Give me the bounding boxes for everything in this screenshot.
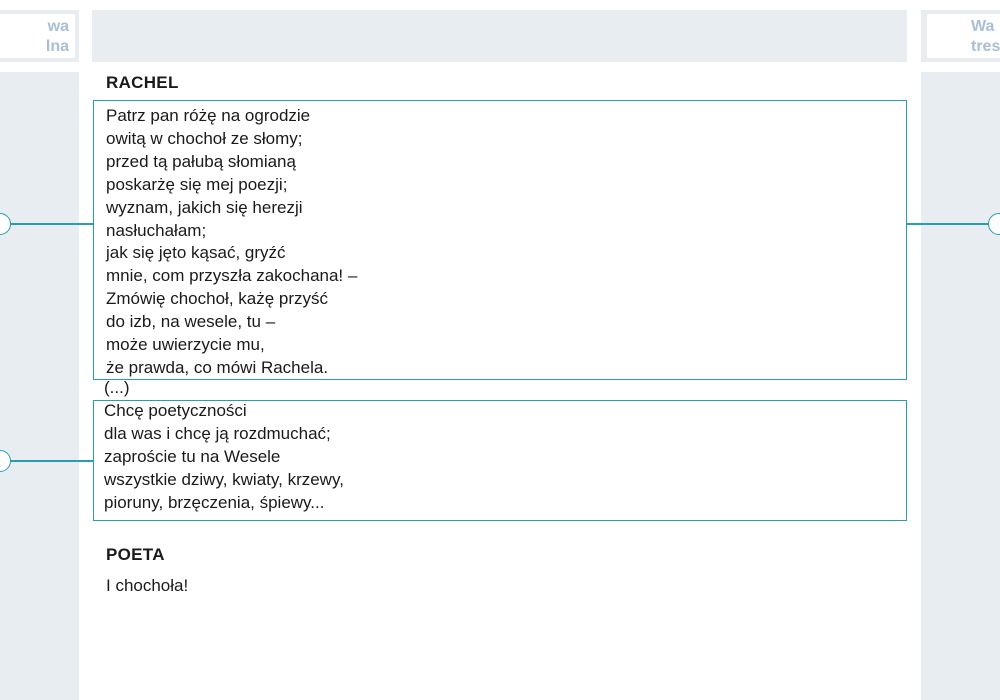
verse-line: pioruny, brzęczenia, śpiewy...: [104, 492, 325, 512]
verse-line: zaproście tu na Wesele: [104, 446, 281, 466]
omission-marker: (...): [104, 378, 130, 397]
left-column-header: [0, 10, 79, 62]
verse-line: mnie, com przyszła zakochana! –: [106, 266, 358, 286]
verse-line: dla was i chcę ją rozdmuchać;: [104, 423, 331, 443]
verse-line: Chcę poetyczności: [104, 401, 247, 420]
verse-line: Zmówię chochoł, każę przyść: [106, 289, 329, 309]
verse-lines-block-1: [106, 105, 357, 380]
verse-lines-block-2: [104, 400, 344, 515]
speaker-name-rachel: RACHEL: [106, 73, 179, 92]
right-column-header: [921, 10, 1000, 62]
verse-line: owitą w chochoł ze słomy;: [106, 128, 303, 148]
center-header-bar: [92, 10, 907, 62]
right-header-card[interactable]: [927, 14, 1000, 58]
verse-line: przed tą pałubą słomianą: [106, 151, 296, 171]
left-annotation-column: [0, 72, 79, 700]
verse-line: wyznam, jakich się herezji: [106, 197, 303, 217]
poeta-line: I chochoła!: [106, 576, 189, 595]
verse-line: może uwierzycie mu,: [106, 335, 265, 355]
verse-line: że prawda, co mówi Rachela.: [106, 357, 329, 377]
verse-line: do izb, na wesele, tu –: [106, 312, 276, 332]
verse-line: poskarżę się mej poezji;: [106, 174, 288, 194]
verse-line: jak się jęto kąsać, gryźć: [106, 243, 286, 263]
verse-line: nasłuchałam;: [106, 220, 207, 240]
right-connector-line-1: [907, 223, 1000, 225]
left-connector-line-1: [0, 223, 93, 225]
speaker-name-poeta: POETA: [106, 545, 165, 564]
left-header-label: wa lna: [45, 18, 69, 55]
left-header-card[interactable]: [0, 14, 75, 58]
right-header-label: Wa tres: [971, 18, 1000, 55]
right-annotation-column: [921, 72, 1000, 700]
verse-line: wszystkie dziwy, kwiaty, krzewy,: [104, 469, 344, 489]
verse-line: Patrz pan różę na ogrodzie: [106, 106, 311, 125]
left-connector-line-2: [0, 460, 93, 462]
